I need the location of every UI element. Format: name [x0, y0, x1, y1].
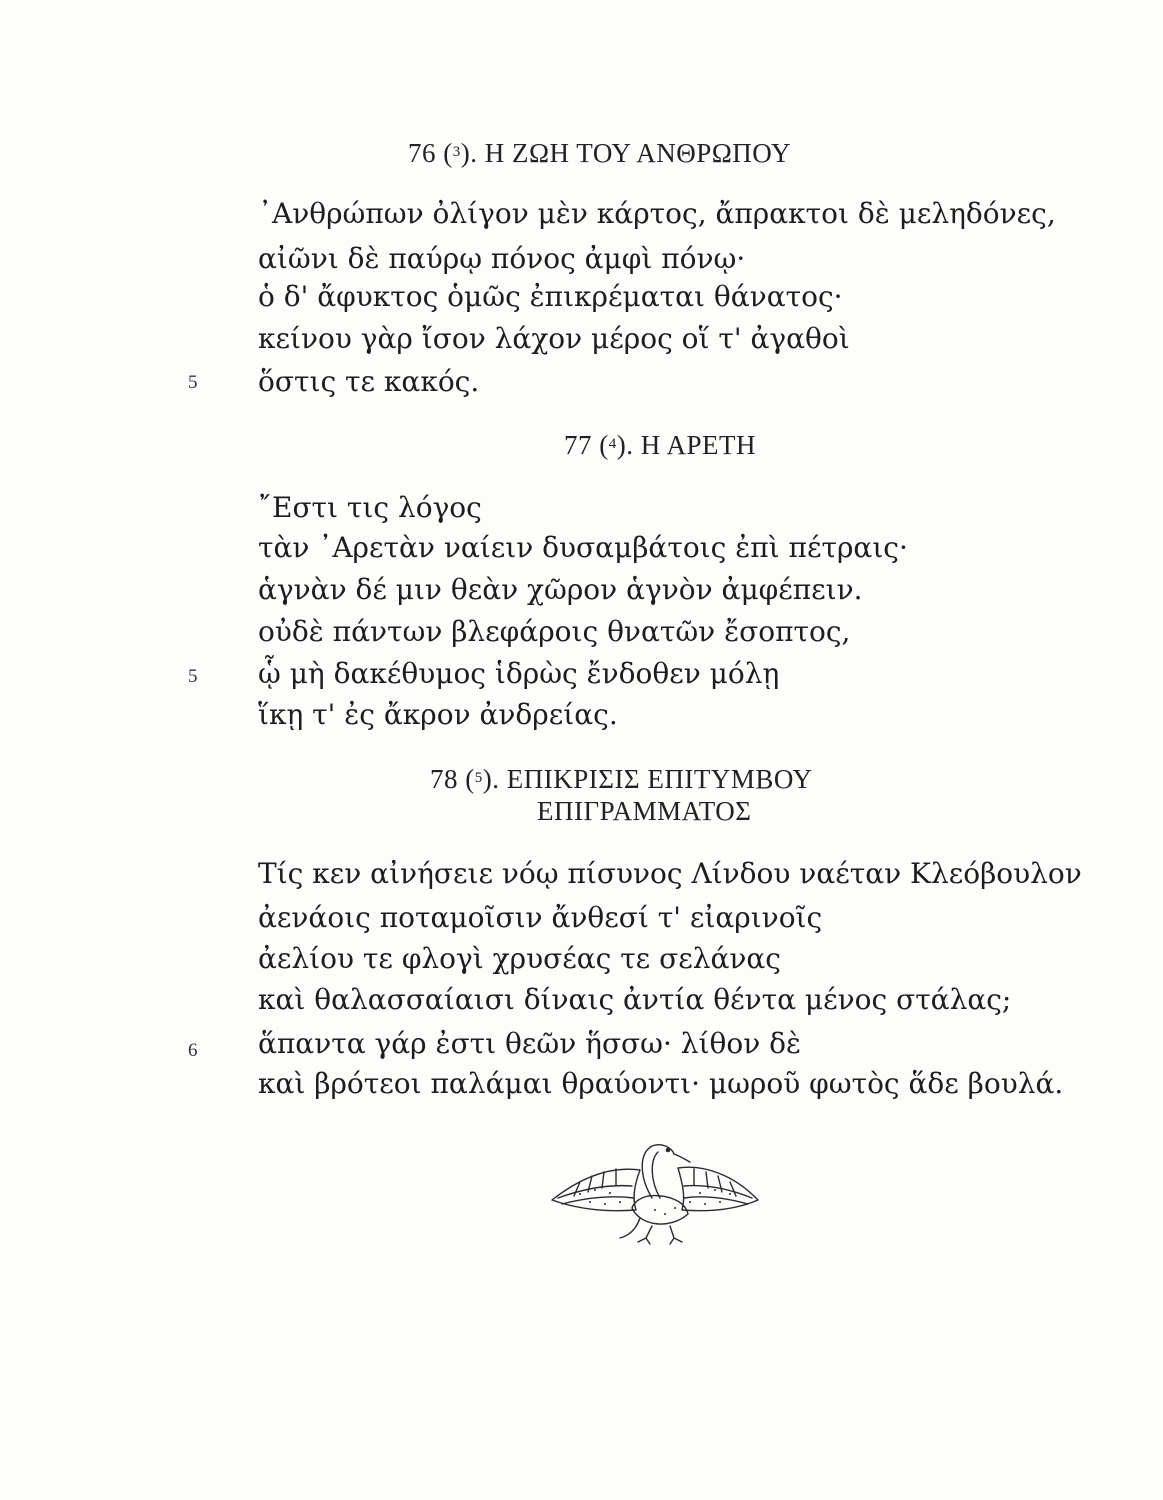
- poem-76-line-5: ὅστις τε κακός.: [258, 365, 480, 398]
- poem-77-line-3: ἁγνὰν δέ μιν θεὰν χῶρον ἁγνὸν ἀμφέπειν.: [258, 573, 863, 606]
- poem-78-line-number: 6: [188, 1040, 198, 1061]
- poem-78-line-6: καὶ βρότεοι παλάμαι θραύοντι· μωροῦ φωτὸς ἅδε βουλά.: [258, 1067, 1064, 1100]
- poem-76-line-3: ὁ δ' ἄφυκτος ὁμῶς ἐπικρέμαται θάνατος·: [258, 280, 843, 313]
- poem-76-line-2: αἰῶνι δὲ παύρῳ πόνος ἀμφὶ πόνῳ·: [258, 242, 746, 275]
- poem-78-line-1: Τίς κεν αἰνήσειε νόῳ πίσυνος Λίνδου ναέταν Κλεόβουλον: [258, 857, 1082, 890]
- poem-78-line-2: ἀενάοις ποταμοῖσιν ἄνθεσί τ' εἰαρινοῖς: [258, 901, 823, 934]
- poem-78-number: 78 (: [430, 764, 475, 794]
- poem-76-ref: 3: [452, 144, 461, 160]
- poem-77-number: 77 (: [564, 430, 609, 460]
- poem-78-line-4: καὶ θαλασσαίαισι δίναις ἀντία θέντα μένος στάλας;: [258, 983, 1012, 1016]
- poem-78-title: ). ΕΠΙΚΡΙΣΙΣ ΕΠΙΤΥΜΒΟΥ: [482, 764, 813, 794]
- swan-icon: [540, 1138, 770, 1248]
- poem-77-heading: [564, 430, 756, 461]
- poem-77-line-4: οὐδὲ πάντων βλεφάροις θνατῶν ἔσοπτος,: [258, 615, 851, 648]
- poem-77-line-5: ᾧ μὴ δακέθυμος ἱδρὼς ἔνδοθεν μόλῃ: [258, 657, 780, 690]
- poem-77-line-2: τὰν ᾿Αρετὰν ναίειν δυσαμβάτοις ἐπὶ πέτραις·: [258, 531, 908, 564]
- poem-77-line-1: ῎Εστι τις λόγος: [258, 491, 482, 524]
- poem-77-ref: 4: [608, 436, 617, 452]
- poem-76-line-4: κείνου γὰρ ἴσον λάχον μέρος οἵ τ' ἀγαθοὶ: [258, 322, 850, 355]
- poem-76-number: 76 (: [408, 138, 453, 168]
- poem-77-line-number: 5: [188, 666, 198, 687]
- poem-78-line-5: ἅπαντα γάρ ἐστι θεῶν ἥσσω· λίθον δὲ: [258, 1027, 802, 1060]
- poem-76-title: ). Η ΖΩΗ ΤΟΥ ΑΝΘΡΩΠΟΥ: [460, 138, 791, 168]
- poem-76-line-1: ᾿Ανθρώπων ὀλίγον μὲν κάρτος, ἄπρακτοι δὲ μεληδόνες,: [258, 197, 1056, 230]
- poem-78-line-3: ἀελίου τε φλογὶ χρυσέας τε σελάνας: [258, 942, 781, 975]
- poem-78-heading-line-2: ΕΠΙΓΡΑΜΜΑΤΟΣ: [537, 796, 752, 826]
- poem-77-line-6: ἵκῃ τ' ἐς ἄκρον ἀνδρείας.: [258, 698, 618, 731]
- poem-76-line-number: 5: [188, 372, 198, 393]
- poem-78-ref: 5: [474, 770, 483, 786]
- poem-78-heading: [430, 764, 813, 795]
- poem-77-title: ). Η ΑΡΕΤΗ: [616, 430, 756, 460]
- poem-76-heading: [408, 138, 791, 169]
